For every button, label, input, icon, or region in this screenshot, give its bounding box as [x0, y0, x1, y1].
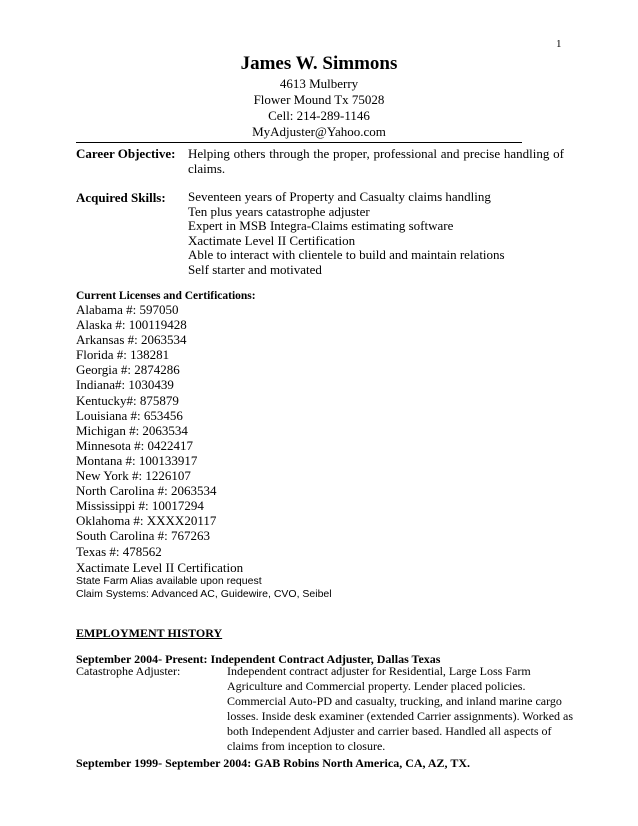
license-item: Michigan #: 2063534	[76, 422, 188, 438]
career-objective-text: Helping others through the proper, professional and precise handling of claims.	[188, 146, 564, 176]
acquired-skills-label: Acquired Skills:	[76, 190, 166, 205]
job-role: Catastrophe Adjuster:	[76, 664, 181, 678]
job-description	[227, 664, 574, 754]
job-description-line: both Independent Adjuster and carrier based. Handled all aspects of	[227, 724, 552, 738]
xactimate-certification: Xactimate Level II Certification	[76, 560, 244, 575]
license-item: Oklahoma #: XXXX20117	[76, 513, 217, 529]
skill-item: Able to interact with clientele to build and maintain relations	[188, 247, 505, 262]
job-description-line: losses. Inside desk examiner (extended Carrier assignments). Worked as	[227, 709, 574, 723]
skill-item: Seventeen years of Property and Casualty claims handling	[188, 189, 491, 204]
job-description-line: Agriculture and Commercial property. Lender placed policies.	[227, 679, 526, 693]
license-item: Montana #: 100133917	[76, 452, 198, 468]
job-description-line: claims from inception to closure.	[227, 739, 386, 753]
license-item: New York #: 1226107	[76, 468, 191, 484]
skill-item: Self starter and motivated	[188, 261, 322, 277]
email-address: MyAdjuster@Yahoo.com	[252, 124, 386, 139]
license-item: Alabama #: 597050	[76, 302, 179, 317]
skill-item: Ten plus years catastrophe adjuster	[188, 203, 370, 219]
skill-item: Xactimate Level II Certification	[188, 232, 356, 248]
skill-item: Expert in MSB Integra-Claims estimating software	[188, 218, 454, 233]
page-number: 1	[556, 38, 562, 50]
address-line-2: Flower Mound Tx 75028	[253, 92, 385, 107]
license-item: Texas #: 478562	[76, 543, 162, 559]
license-item: Alaska #: 100119428	[76, 317, 187, 333]
address-line-1: 4613 Mulberry	[279, 76, 359, 91]
job-description-line: Commercial Auto-PD and casualty, trucking, and inland marine cargo	[227, 694, 562, 708]
license-item: Arkansas #: 2063534	[76, 332, 187, 348]
job-description-line: Independent contract adjuster for Residential, Large Loss Farm	[227, 664, 531, 678]
license-item: Mississippi #: 10017294	[76, 498, 204, 514]
cell-phone: Cell: 214-289-1146	[268, 108, 370, 123]
skills-list	[188, 190, 505, 277]
employment-history-heading: EMPLOYMENT HISTORY	[76, 626, 223, 640]
job-title: September 1999- September 2004: GAB Robins North America, CA, AZ, TX.	[76, 756, 470, 770]
state-farm-alias: State Farm Alias available upon request	[76, 575, 262, 587]
license-item: Kentucky#: 875879	[76, 392, 179, 408]
license-item: North Carolina #: 2063534	[76, 483, 217, 499]
resume-header	[0, 52, 638, 140]
licenses-title: Current Licenses and Certifications:	[76, 290, 256, 302]
license-item: Minnesota #: 0422417	[76, 437, 193, 453]
license-item: Louisiana #: 653456	[76, 407, 183, 423]
licenses-list	[76, 302, 216, 559]
career-objective-label: Career Objective:	[76, 146, 176, 161]
license-item: South Carolina #: 767263	[76, 528, 210, 544]
applicant-name: James W. Simmons	[240, 53, 398, 74]
claim-systems: Claim Systems: Advanced AC, Guidewire, CVO, Seibel	[76, 588, 332, 600]
license-item: Georgia #: 2874286	[76, 362, 180, 378]
job-title: September 2004- Present: Independent Contract Adjuster, Dallas Texas	[76, 652, 441, 666]
header-divider	[76, 142, 522, 143]
license-item: Florida #: 138281	[76, 347, 170, 363]
license-item: Indiana#: 1030439	[76, 377, 174, 393]
